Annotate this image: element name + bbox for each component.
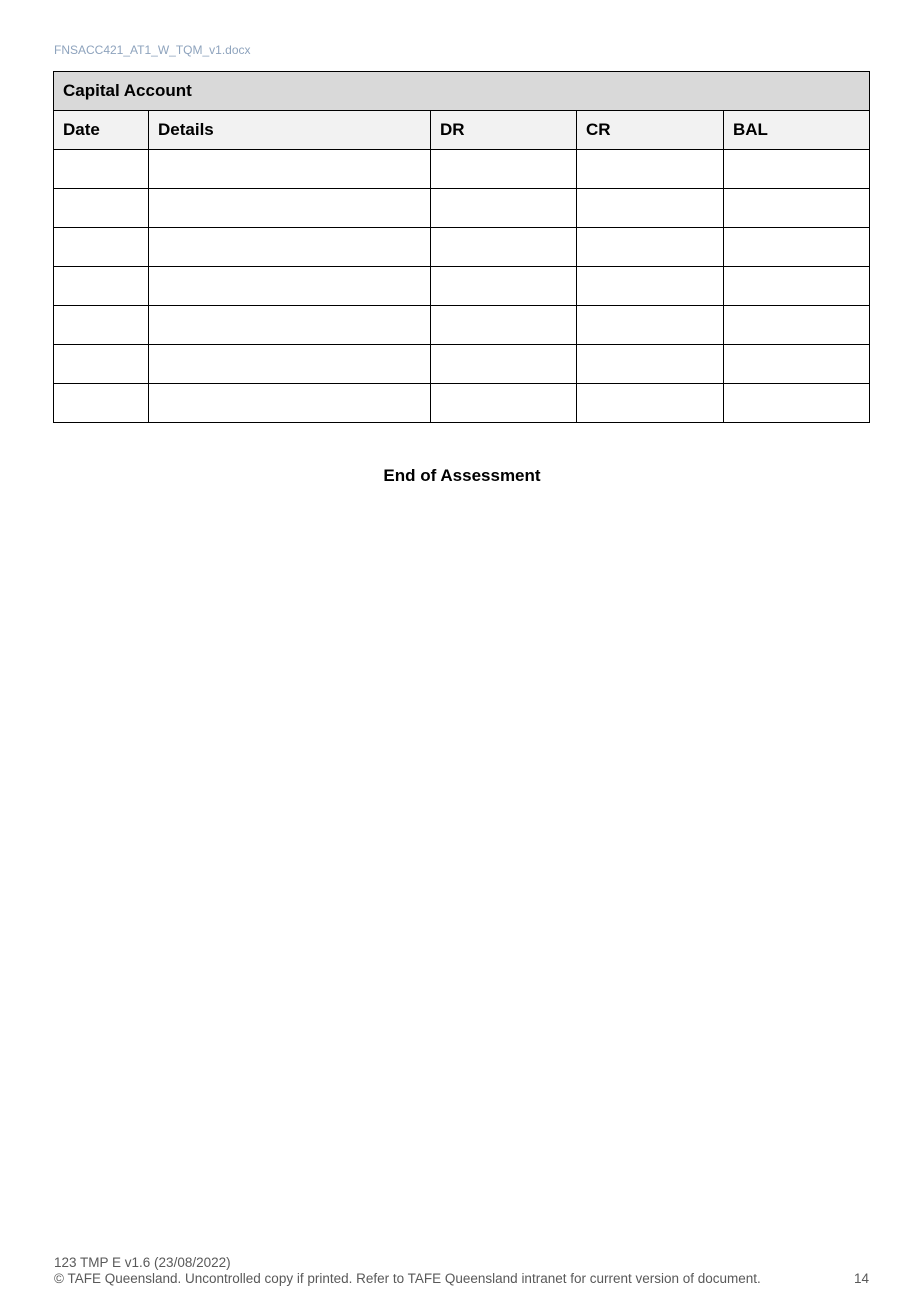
cell-details[interactable]: [149, 228, 431, 267]
cell-dr[interactable]: [431, 267, 577, 306]
column-header-bal: BAL: [724, 111, 870, 150]
cell-dr[interactable]: [431, 306, 577, 345]
cell-dr[interactable]: [431, 228, 577, 267]
table-row: [54, 267, 870, 306]
cell-dr[interactable]: [431, 150, 577, 189]
cell-details[interactable]: [149, 384, 431, 423]
cell-details[interactable]: [149, 345, 431, 384]
cell-bal[interactable]: [724, 228, 870, 267]
table-row: [54, 228, 870, 267]
column-header-details: Details: [149, 111, 431, 150]
cell-date[interactable]: [54, 306, 149, 345]
cell-cr[interactable]: [577, 306, 724, 345]
cell-date[interactable]: [54, 150, 149, 189]
cell-details[interactable]: [149, 189, 431, 228]
cell-dr[interactable]: [431, 189, 577, 228]
page-number: 14: [853, 1271, 869, 1286]
column-header-dr: DR: [431, 111, 577, 150]
cell-bal[interactable]: [724, 306, 870, 345]
cell-date[interactable]: [54, 228, 149, 267]
cell-cr[interactable]: [577, 267, 724, 306]
table-row: [54, 150, 870, 189]
cell-date[interactable]: [54, 345, 149, 384]
table-row: [54, 345, 870, 384]
footer-copyright: © TAFE Queensland. Uncontrolled copy if printed. Refer to TAFE Queensland intranet for current version of document.: [54, 1271, 761, 1286]
end-of-assessment-note: End of Assessment: [383, 466, 541, 485]
column-header-date: Date: [54, 111, 149, 150]
table-title-row: [54, 72, 870, 111]
cell-details[interactable]: [149, 267, 431, 306]
cell-date[interactable]: [54, 267, 149, 306]
table-title: Capital Account: [54, 72, 870, 111]
table-row: [54, 384, 870, 423]
table-row: [54, 189, 870, 228]
cell-cr[interactable]: [577, 189, 724, 228]
cell-cr[interactable]: [577, 384, 724, 423]
cell-bal[interactable]: [724, 267, 870, 306]
cell-bal[interactable]: [724, 189, 870, 228]
footer-version: 123 TMP E v1.6 (23/08/2022): [54, 1255, 231, 1270]
table-body: [54, 150, 870, 423]
cell-bal[interactable]: [724, 345, 870, 384]
cell-cr[interactable]: [577, 150, 724, 189]
cell-dr[interactable]: [431, 384, 577, 423]
table-header-row: [54, 111, 870, 150]
document-filename: FNSACC421_AT1_W_TQM_v1.docx: [54, 43, 251, 57]
cell-details[interactable]: [149, 306, 431, 345]
column-header-cr: CR: [577, 111, 724, 150]
cell-dr[interactable]: [431, 345, 577, 384]
cell-bal[interactable]: [724, 150, 870, 189]
capital-account-table: [53, 71, 870, 423]
cell-bal[interactable]: [724, 384, 870, 423]
cell-details[interactable]: [149, 150, 431, 189]
cell-cr[interactable]: [577, 345, 724, 384]
table-row: [54, 306, 870, 345]
cell-date[interactable]: [54, 384, 149, 423]
cell-date[interactable]: [54, 189, 149, 228]
cell-cr[interactable]: [577, 228, 724, 267]
